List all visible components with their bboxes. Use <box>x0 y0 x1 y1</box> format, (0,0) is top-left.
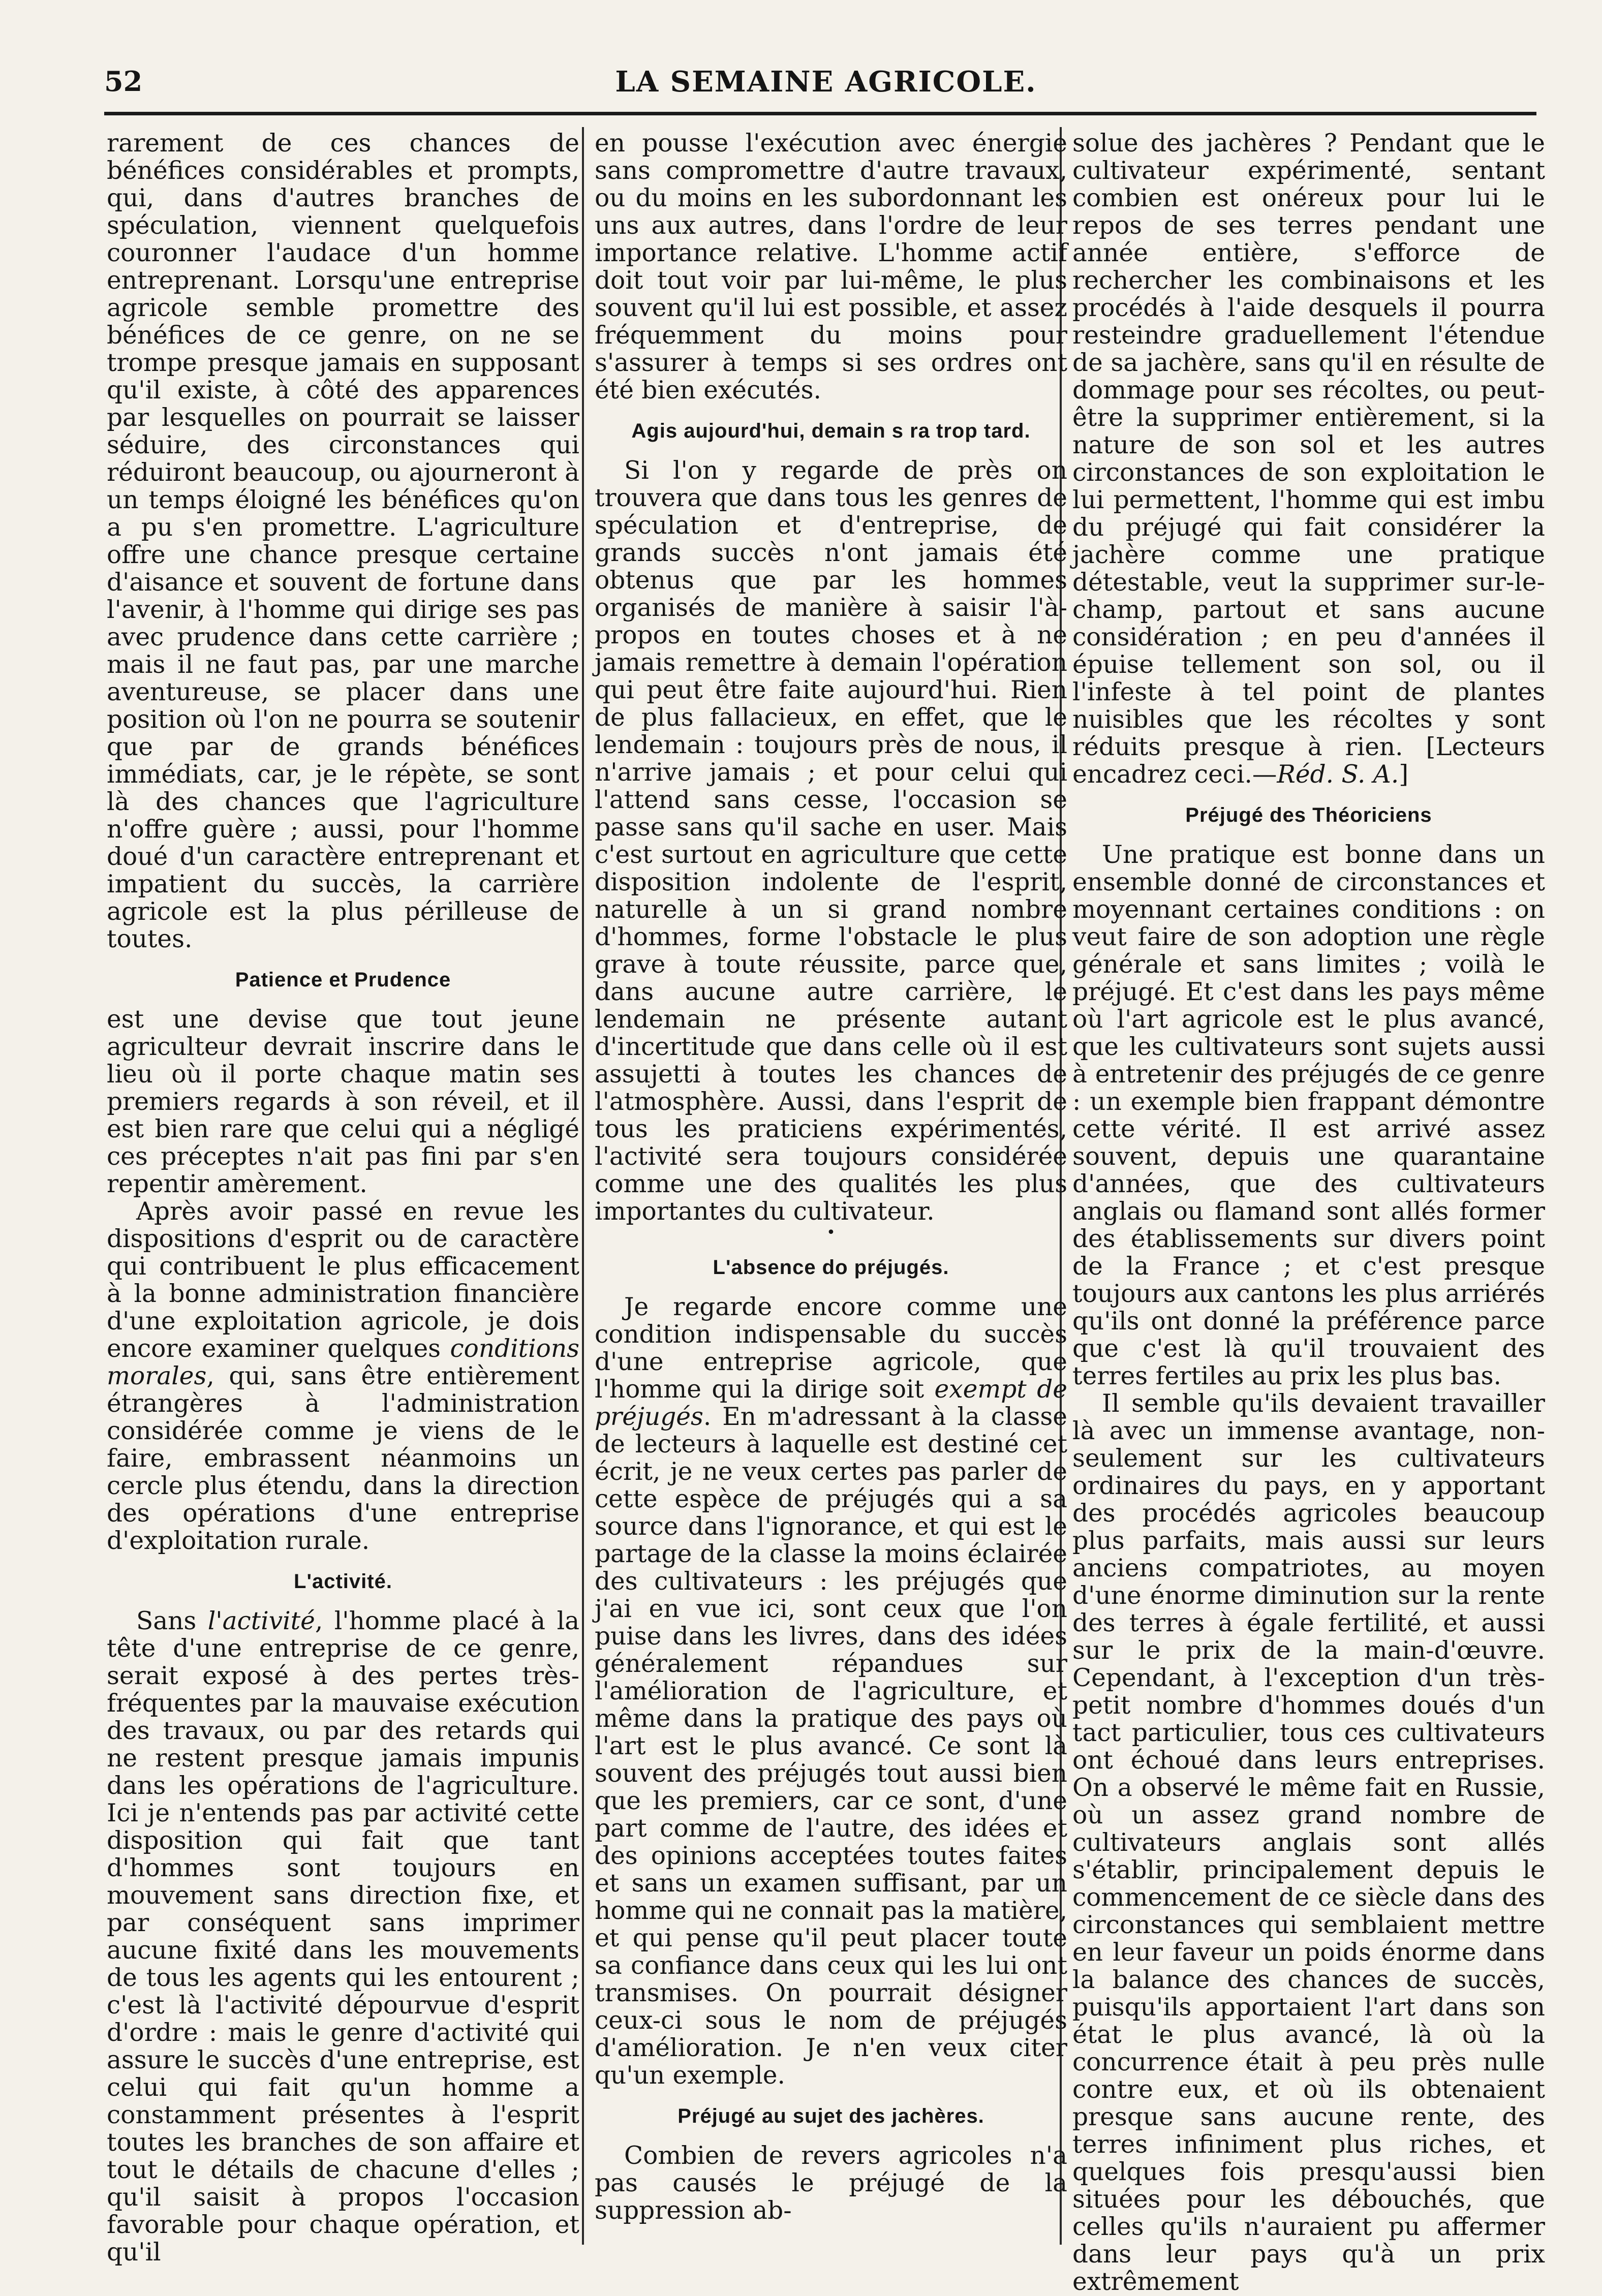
paragraph: rarement de ces chances de bénéfices considérables et prompts, qui, dans d'autres branches de spéculation, viennent quelquefois couronner l'audace d'un homme entreprenant. Lorsqu'une entreprise agricole semble promettre des bénéfices de ce genre, on ne se trompe presque jamais en supposant qu'il existe, à côté des apparences par lesquelles on pourrait se laisser séduire, des circonstances qui réduiront beaucoup, ou ajourneront à un temps éloigné les bénéfices qu'on a pu s'en promettre. L'agriculture offre une chance presque certaine d'aisance et souvent de fortune dans l'avenir, à l'homme qui dirige ses pas avec prudence dans cette carrière ; mais il ne faut pas, par une marche aventureuse, se placer dans une position où l'on ne pourra se soutenir que par de grands bénéfices immédiats, car, je le répète, se sont là des chances que l'agriculture n'offre guère ; aussi, pour l'homme doué d'un caractère entreprenant et impatient du succès, la carrière agricole est la plus périlleuse de toutes. <box>107 129 579 953</box>
italic-text: l'activité <box>207 1607 315 1635</box>
section-heading: Préjugé au sujet des jachères. <box>677 2105 984 2127</box>
paragraph <box>1072 130 1545 788</box>
paragraph <box>107 1607 579 2266</box>
section-heading: Agis aujourd'hui, demain s ra trop tard. <box>631 420 1031 442</box>
text: , l'homme placé à la tête d'une entreprise de ce genre, serait exposé à des pertes très-fréquentes par la mauvaise exécution des travaux, ou par des retards qui ne restent presque jamais impunis dans les opérations de l'agriculture. Ici je n'entends pas par activité cette disposition qui fait que tant d'hommes sont toujours en mouvement sans direction fixe, et par conséquent sans imprimer aucune fixité dans les mouvements de tous les agents qui les entourent ; c'est là l'activité dépourvue d'esprit d'ordre : mais le genre d'activité qui assure le succès d'une entreprise, est celui qui fait qu'un homme a constamment présentes à l'esprit toutes les branches de son affaire et tout le détails de chacune d'elles ; qu'il saisit à propos l'occasion favorable pour chaque opération, et qu'il <box>107 1607 579 2267</box>
section-heading: L'absence do préjugés. <box>713 1256 949 1279</box>
page-number: 52 <box>104 65 143 98</box>
italic-text: Réd. S. A. <box>1277 760 1399 789</box>
paragraph: Combien de revers agricoles n'a pas causés le préjugé de la suppression ab- <box>595 2142 1067 2225</box>
column-2 <box>595 130 1067 2245</box>
text: , qui, sans être entièrement étrangères à l'administration considérée comme je viens de le faire, embrassent néanmoins un cercle plus étendu, dans la direction des opérations d'une entreprise d'exploitation rurale. <box>107 1362 579 1555</box>
paragraph <box>595 1293 1067 2089</box>
text: Sans <box>136 1607 208 1635</box>
italic-text: conditions morales <box>107 1335 579 1390</box>
text: Je regarde encore comme une condition indispensable du succès d'une entreprise agricole, que l'homme qui la dirige soit <box>595 1293 1067 1404</box>
paragraph: Si l'on y regarde de près on trouvera que dans tous les genres de spéculation et d'entreprise, de grands succès n'ont jamais été obtenus que par les hommes organisés de manière à saisir l'à-propos en toutes choses et à ne jamais remettre à demain l'opération qui peut être faite aujourd'hui. Rien de plus fallacieux, en effet, que le lendemain : toujours près de nous, il n'arrive jamais ; et pour celui qui l'attend sans cesse, l'occasion se passe sans qu'il sache en user. Mais c'est surtout en agriculture que cette disposition indolente de l'esprit, naturelle à un si grand nombre d'hommes, forme l'obstacle le plus grave à toute réussite, parce que, dans aucune autre carrière, le lendemain ne présente autant d'incertitude que dans celle où il est assujetti à toutes les chances de l'atmosphère. Aussi, dans l'esprit de tous les praticiens expérimentés, l'activité sera toujours considérée comme une des qualités les plus importantes du cultivateur. <box>595 456 1067 1226</box>
paragraph <box>107 1198 579 1555</box>
column-3 <box>1072 129 1545 2296</box>
header-rule <box>104 112 1536 115</box>
column-rule-1 <box>582 127 584 2245</box>
text: . En m'adressant à la classe de lecteurs à laquelle est destiné cet écrit, je ne veux certes pas parler de cette espèce de préjugés qui a sa source dans l'ignorance, et qui est le partage de la classe la moins éclairée des cultivateurs : les préjugés que j'ai en vue ici, sont ceux que l'on puise dans les livres, dans des idées généralement répandues sur l'amélioration de l'agriculture, et même dans la pratique des pays où l'art est le plus avancé. Ce sont là souvent des préjugés tout aussi bien que les premiers, car ce sont, d'une part comme de l'autre, des idées et des opinions acceptées toutes faites et sans un examen suffisant, par un homme qui ne connait pas la matière, et qui pense qu'il peut placer toute sa confiance dans ceux qui les lui ont transmises. On pourrait désigner ceux-ci sous le nom de préjugés d'amélioration. Je n'en veux citer qu'un exemple. <box>595 1403 1067 2090</box>
paragraph: Une pratique est bonne dans un ensemble donné de circonstances et moyennant certaines conditions : on veut faire de son adoption une règle générale et sans limites ; voilà le préjugé. Et c'est dans les pays même où l'art agricole est le plus avancé, que les cultivateurs sont sujets aussi à entretenir des préjugés de ce genre : un exemple bien frappant démontre cette vérité. Il est arrivé assez souvent, depuis une quarantaine d'années, que des cultivateurs anglais ou flamand sont allés former des établissements sur divers point de la France ; et c'est presque toujours aux cantons les plus arriérés qu'ils ont donné la préférence parce que c'est là qu'il trouvaient des terres fertiles au prix les plus bas. <box>1072 841 1545 1390</box>
ornament: • <box>826 1224 836 1242</box>
section-heading: Patience et Prudence <box>235 969 451 991</box>
journal-title: LA SEMAINE AGRICOLE. <box>615 65 1037 99</box>
paragraph: Il semble qu'ils devaient travailler là avec un immense avantage, non-seulement sur les cultivateurs ordinaires du pays, en y apportant des procédés agricoles beaucoup plus parfaits, mais aussi sur leurs anciens compatriotes, au moyen d'une énorme diminution sur la rente des terres à égale fertilité, et aussi sur le prix de la main-d'œuvre. Cependant, à l'exception d'un très-petit nombre d'hommes doués d'un tact particulier, tous ces cultivateurs ont échoué dans leurs entreprises. On a observé le même fait en Russie, où un assez grand nombre de cultivateurs anglais sont allés s'établir, principalement depuis le commencement de ce siècle dans des circonstances qui semblaient mettre en leur faveur un poids énorme dans la balance des chances de succès, puisqu'ils apportaient l'art dans son état le plus avancé, là où la concurrence était à peu près nulle contre eux, et où ils obtenaient presque sans aucune rente, des terres infiniment plus riches, et quelques fois presqu'aussi bien situées pour les débouchés, que celles qu'ils n'auraient pu affermer dans leur pays qu'à un prix extrêmement <box>1072 1389 1545 2296</box>
italic-text: exempt de préjugés <box>595 1375 1067 1431</box>
text: Après avoir passé en revue les dispositions d'esprit ou de caractère qui contribuent le plus efficacement à la bonne administration financière d'une exploitation agricole, je dois encore examiner quelques <box>107 1197 579 1363</box>
paragraph: en pousse l'exécution avec énergie sans compromettre d'autre travaux, ou du moins en les subordonnant les uns aux autres, dans l'ordre de leur importance relative. L'homme actif doit tout voir par lui-même, le plus souvent qu'il lui est possible, et assez fréquemment du moins pour s'assurer à temps si ses ordres ont été bien exécutés. <box>595 129 1067 405</box>
text: solue des jachères ? Pendant que le cultivateur expérimenté, sentant combien est onéreux pour lui le repos de ses terres pendant une année entière, s'efforce de rechercher les combinaisons et les procédés à l'aide desquels il pourra resteindre graduellement l'étendue de sa jachère, sans qu'il en résulte de dommage pour ses récoltes, ou peut-être la supprimer entièrement, si la nature de son sol et les autres circonstances de son exploitation le lui permettent, l'homme qui est imbu du préjugé qui fait considérer la jachère comme une pratique détestable, veut la supprimer sur-le-champ, partout et sans aucune considération ; en peu d'années il épuise tellement son sol, ou il l'infeste à tel point de plantes nuisibles que les récoltes y sont réduits presque à rien. [Lecteurs encadrez ceci.— <box>1072 129 1545 789</box>
column-1 <box>107 129 579 2267</box>
section-heading: Préjugé des Théoriciens <box>1185 804 1432 826</box>
section-heading: L'activité. <box>294 1570 392 1593</box>
paragraph: est une devise que tout jeune agriculteur devrait inscrire dans le lieu où il porte chaque matin ses premiers regards à son réveil, et il est bien rare que celui qui a négligé ces préceptes n'ait pas fini par s'en repentir amèrement. <box>107 1005 579 1198</box>
text: ] <box>1399 760 1409 789</box>
